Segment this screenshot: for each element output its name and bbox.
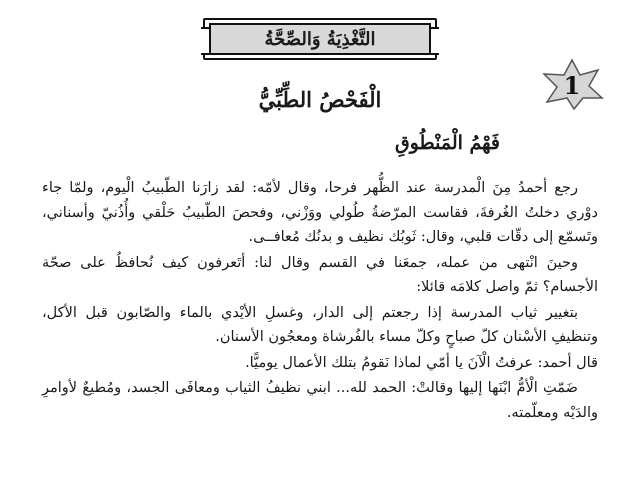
unit-number: 1 <box>563 71 581 100</box>
passage-paragraph: رجع أحمدُ مِنَ الْمدرسة عند الظُّهر فرحا، وقال لأمّه: لقد زارَنا الطّبيبُ الْيوم، ولمّا جاء دوْري دخلتُ الغُرفةَ، فقاست المرّضةُ طُولي ووَزْني، وفحصَ الطّبيبُ حَلْقي وأُذُنيّ وأسناني، وتَسمّع إلى دقّات قلبي، وقال: ثَوبُك نظيف و بدنُك مُعافــى. <box>42 180 598 245</box>
passage-paragraph: قال أحمد: عرفتُ الْآنَ يا أمّي لماذا نَقومُ بتلك الأعمال يوميًّا. <box>245 354 598 371</box>
passage-paragraph: وحينَ انْتهى من عمله، جمعَنا في القسم وقال لنا: أتَعرفون كيف نُحافظُ على صحّة الأجسام؟ ثمّ واصل كلامَه قائلا: <box>42 254 598 295</box>
unit-title: التَّغْذِيَةُ وَالصِّحَّةُ <box>209 23 431 55</box>
passage <box>42 176 598 425</box>
unit-banner <box>203 18 437 60</box>
lesson-title: الْفَحْصُ الطِّبِّيُّ <box>258 87 382 112</box>
passage-paragraph: ضَمّتِ الْأمُّ ابْنَها إليها وقالتْ: الحمد لله... ابني نظيفُ الثياب ومعافَى الجسد، ومُطيعٌ لأوامرِ والدَيْه ومعلّمته. <box>42 380 598 421</box>
passage-paragraph: بتغيير ثياب المدرسة إذا رجعتم إلى الدار، وغسلِ الأيْدي بالماء والصّابون قبل الأكل، وتنظيفِ الأسْنان كلّ صباحٍ وكلّ مساء بالفُرشاة ومعجُون الأسنان. <box>42 304 598 345</box>
section-title: فَهْمُ الْمَنْطُوقِ <box>394 132 500 154</box>
star-badge-icon <box>540 58 604 110</box>
unit-number-badge <box>540 58 604 110</box>
